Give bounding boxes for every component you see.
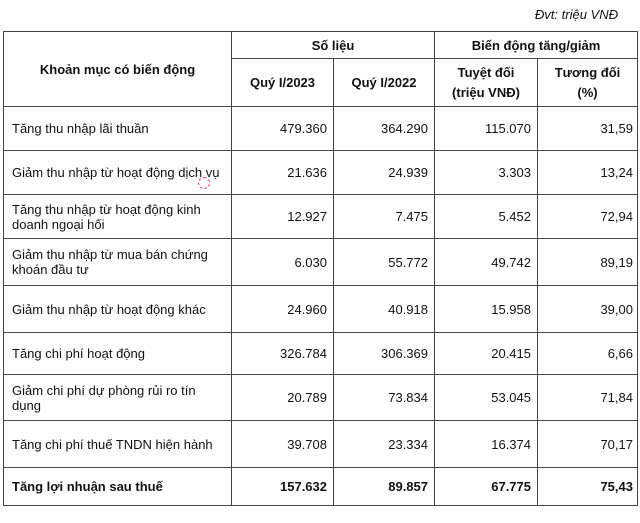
row-q1-2022: 55.772: [334, 239, 435, 286]
row-absolute: 20.415: [435, 333, 538, 375]
row-absolute: 49.742: [435, 239, 538, 286]
row-relative: 6,66: [538, 333, 638, 375]
row-relative: 89,19: [538, 239, 638, 286]
table-row: [4, 107, 638, 151]
total-row: [4, 468, 638, 506]
row-q1-2022: 306.369: [334, 333, 435, 375]
table-row: [4, 375, 638, 421]
row-relative: 13,24: [538, 151, 638, 195]
row-absolute: 3.303: [435, 151, 538, 195]
row-q1-2023: 21.636: [232, 151, 334, 195]
row-absolute: 16.374: [435, 421, 538, 468]
row-absolute: 15.958: [435, 286, 538, 333]
table-row: [4, 421, 638, 468]
row-relative: 71,84: [538, 375, 638, 421]
row-absolute: 115.070: [435, 107, 538, 151]
row-item: Giảm chi phí dự phòng rủi ro tín dụng: [4, 375, 232, 421]
row-q1-2023: 39.708: [232, 421, 334, 468]
row-relative: 72,94: [538, 195, 638, 239]
row-absolute: 5.452: [435, 195, 538, 239]
row-q1-2022: 7.475: [334, 195, 435, 239]
header-absolute: [435, 59, 538, 107]
header-q1-2022: Quý I/2022: [334, 59, 435, 107]
row-q1-2022: 73.834: [334, 375, 435, 421]
row-q1-2022: 23.334: [334, 421, 435, 468]
header-change: Biến động tăng/giảm: [435, 32, 638, 59]
row-relative: 70,17: [538, 421, 638, 468]
total-q1-2023: 157.632: [232, 468, 334, 506]
row-q1-2022: 364.290: [334, 107, 435, 151]
row-item: Tăng chi phí thuế TNDN hiện hành: [4, 421, 232, 468]
row-item: Tăng chi phí hoạt động: [4, 333, 232, 375]
header-relative-label: Tương đối: [554, 64, 621, 80]
row-q1-2022: 40.918: [334, 286, 435, 333]
row-q1-2022: 24.939: [334, 151, 435, 195]
row-q1-2023: 6.030: [232, 239, 334, 286]
table-row: [4, 333, 638, 375]
row-item: Giảm thu nhập từ mua bán chứng khoán đầu tư: [4, 239, 232, 286]
unit-note: Đvt: triệu VNĐ: [534, 7, 618, 22]
header-relative: [538, 59, 638, 107]
change-table: [3, 31, 638, 506]
row-absolute: 53.045: [435, 375, 538, 421]
row-q1-2023: 326.784: [232, 333, 334, 375]
header-q1-2023: Quý I/2023: [232, 59, 334, 107]
table-row: [4, 239, 638, 286]
header-relative-unit: (%): [577, 84, 598, 100]
row-item: Tăng thu nhập lãi thuần: [4, 107, 232, 151]
table-row: [4, 151, 638, 195]
row-item: Tăng thu nhập từ hoạt động kinh doanh ngoại hối: [4, 195, 232, 239]
table-row: [4, 195, 638, 239]
total-absolute: 67.775: [435, 468, 538, 506]
row-q1-2023: 24.960: [232, 286, 334, 333]
header-absolute-label: Tuyệt đối: [457, 64, 515, 80]
total-relative: 75,43: [538, 468, 638, 506]
table-row: [4, 286, 638, 333]
row-relative: 31,59: [538, 107, 638, 151]
row-item: Giảm thu nhập từ hoạt động khác: [4, 286, 232, 333]
row-q1-2023: 479.360: [232, 107, 334, 151]
header-item: Khoản mục có biến động: [4, 32, 232, 107]
header-absolute-unit: (triệu VNĐ): [452, 84, 520, 100]
row-item: Giảm thu nhập từ hoạt động dịch vụ: [4, 151, 232, 195]
row-relative: 39,00: [538, 286, 638, 333]
header-values: Số liệu: [232, 32, 435, 59]
row-q1-2023: 12.927: [232, 195, 334, 239]
total-item: Tăng lợi nhuận sau thuế: [4, 468, 232, 506]
total-q1-2022: 89.857: [334, 468, 435, 506]
row-q1-2023: 20.789: [232, 375, 334, 421]
